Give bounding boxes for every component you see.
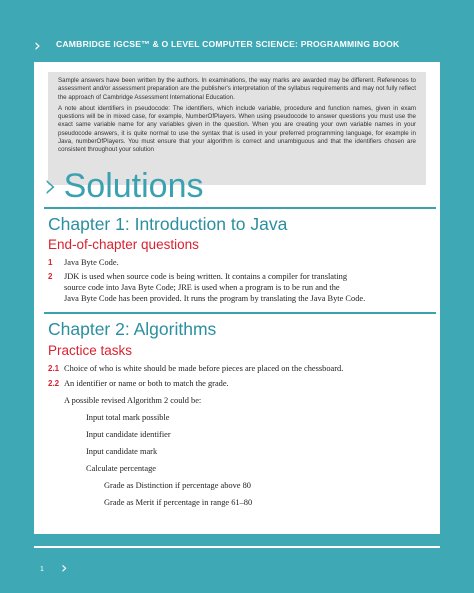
answer-number: 1: [48, 258, 53, 267]
chevron-right-icon: ›: [61, 558, 68, 577]
note-paragraph: Sample answers have been written by the authors. In examinations, the way marks are awarded may be different. References to assessment and/or assessment preparation are the publisher's interpretation of the syllabus requirements and may not fully reflect the approach of Cambridge Assessment International Education.: [58, 77, 416, 101]
running-header: [0, 0, 474, 62]
algorithm-intro: A possible revised Algorithm 2 could be:: [64, 396, 202, 405]
answer-text: Java Byte Code.: [64, 258, 119, 267]
algorithm-step: Calculate percentage: [86, 464, 156, 473]
answer-number: 2.1: [48, 364, 60, 373]
page-number: 1: [40, 566, 44, 573]
footer-divider: [34, 546, 440, 548]
answer-text: JDK is used when source code is being written. It contains a compiler for translating: [64, 272, 348, 281]
answer-number: 2.2: [48, 379, 60, 388]
section-divider: [44, 207, 436, 209]
solutions-heading: [44, 166, 203, 206]
solutions-title: Solutions: [63, 167, 204, 205]
algorithm-step: Input total mark possible: [86, 413, 170, 422]
answer-text: Java Byte Code has been provided. It runs the program by translating the Java Byte Code.: [64, 294, 366, 303]
answer-text: Choice of who is white should be made before pieces are placed on the chessboard.: [64, 364, 344, 373]
algorithm-step: Input candidate identifier: [86, 430, 171, 439]
algorithm-step: Grade as Distinction if percentage above 80: [104, 481, 251, 490]
chevron-right-icon: ›: [34, 36, 41, 56]
answer-text: source code into Java Byte Code; JRE is used when a program is to be run and the: [64, 283, 340, 292]
algorithm-step: Input candidate mark: [86, 447, 158, 456]
chevron-right-icon: ›: [44, 166, 58, 206]
chapter-2-title: Chapter 2: Algorithms: [48, 319, 217, 339]
algorithm-step: Grade as Merit if percentage in range 61–80: [104, 498, 253, 507]
book-title: CAMBRIDGE IGCSE™ & O LEVEL COMPUTER SCIENCE: PROGRAMMING BOOK: [56, 39, 400, 49]
note-paragraph: A note about identifiers in pseudocode: The identifiers, which include variable, procedure and function names, given in exam questions will be in mixed case, for example, NumberOfPlayers. When using pseudocode to answer questions you must use the exact same variable name for any variables given in the question. When you are creating your own variable names in your pseudocode answers, it is quite normal to use the syntax that is used in your preferred programming language, for example in Java, numberOfPlayers. You must ensure that your algorithm is correct and unambiguous and that the identifiers chosen are consistent throughout your solution: [58, 104, 416, 154]
answer-text: An identifier or name or both to match the grade.: [64, 379, 229, 388]
chapter-1-title: Chapter 1: Introduction to Java: [48, 214, 288, 234]
section-divider: [44, 312, 436, 314]
chapter-1-section-title: End-of-chapter questions: [48, 237, 199, 252]
chapter-2-section-title: Practice tasks: [48, 343, 133, 358]
answer-number: 2: [48, 272, 53, 281]
page-content: [34, 62, 440, 534]
